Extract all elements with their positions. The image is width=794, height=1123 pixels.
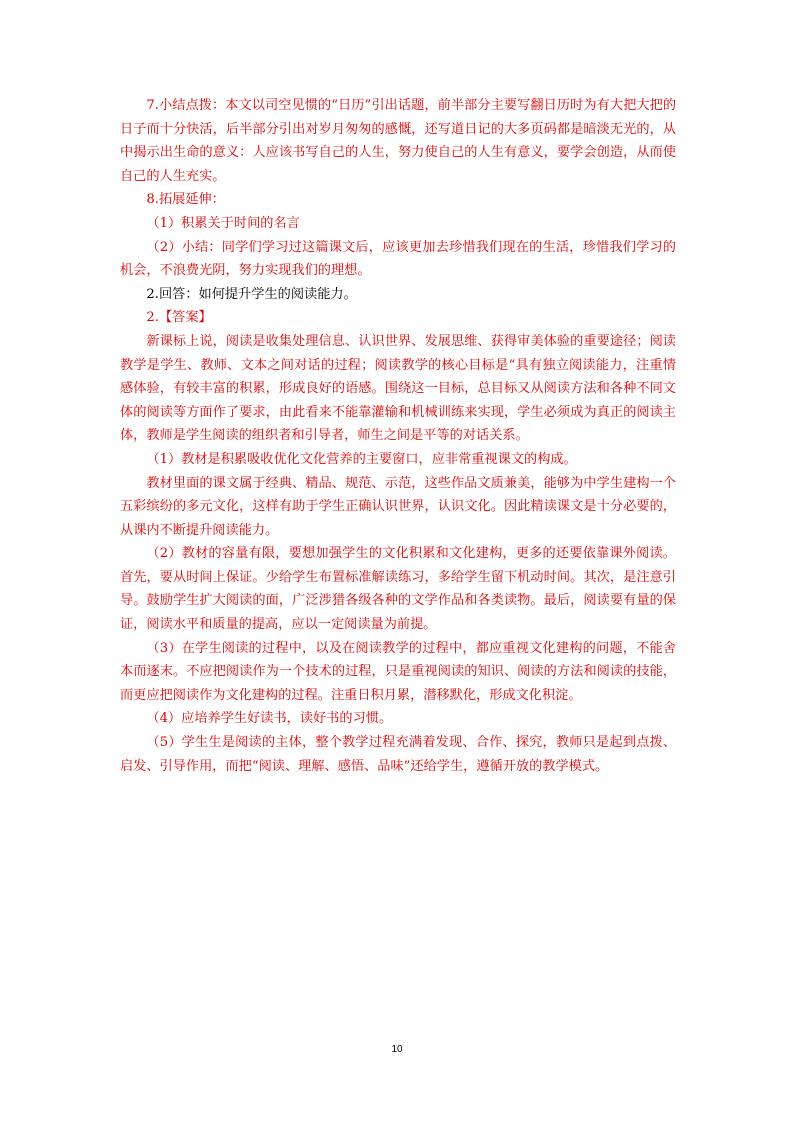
- question-2: 2.回答：如何提升学生的阅读能力。: [146, 286, 357, 302]
- extension-item-2: （2）小结：同学们学习过这篇课文后，应该更加去珍惜我们现在的生活，珍惜我们学习的机会，不浪费光阴，努力实现我们的理想。: [120, 239, 676, 279]
- extension-heading: 8.拓展延伸：: [146, 192, 225, 208]
- summary-paragraph: 7.小结点拨：本文以司空见惯的“日历”引出话题，前半部分主要写翻日历时为有大把大把的日子而十分快活，后半部分引出对岁月匆匆的感慨，还写道日记的大多页码都是暗淡无光的，从中揭示出生命的意义：人应该书写自己的人生，努力使自己的人生有意义，要学会创造，从而使自己的人生充实。: [120, 98, 676, 184]
- page-content: [120, 94, 676, 778]
- page-number: 10: [391, 1044, 403, 1055]
- answer-heading: 2.【答案】: [146, 310, 212, 326]
- answer-point-1: （1）教材是积累吸收优化文化营养的主要窗口，应非常重视课文的构成。: [146, 451, 577, 467]
- extension-item-1: （1）积累关于时间的名言: [146, 215, 300, 231]
- answer-point-3: （3）在学生阅读的过程中，以及在阅读教学的过程中，都应重视文化建构的问题，不能舍本而逐末。不应把阅读作为一个技术的过程，只是重视阅读的知识、阅读的方法和阅读的技能，而更应把阅读作为文化建构的过程。注重日积月累，潜移默化，形成文化积淀。: [120, 640, 676, 703]
- answer-point-2: （2）教材的容量有限，要想加强学生的文化积累和文化建构，更多的还要依靠课外阅读。首先，要从时间上保证。少给学生布置标准解读练习，多给学生留下机动时间。其次，是注意引导。鼓励学生扩大阅读的面，广泛涉猎各级各种的文学作品和各类读物。最后，阅读要有量的保证，阅读水平和质量的提高，应以一定阅读量为前提。: [120, 546, 676, 633]
- answer-point-1-detail: 教材里面的课文属于经典、精品、规范、示范，这些作品文质兼美，能够为中学生建构一个五彩缤纷的多元文化，这样有助于学生正确认识世界，认识文化。因此精读课文是十分必要的，从课内不断提升阅读能力。: [120, 475, 676, 538]
- answer-point-4: （4）应培养学生好读书，读好书的习惯。: [146, 711, 393, 727]
- answer-intro-paragraph: 新课标上说，阅读是收集处理信息、认识世界、发展思维、获得审美体验的重要途径；阅读教学是学生、教师、文本之间对话的过程；阅读教学的核心目标是“具有独立阅读能力，注重情感体验，有较丰富的积累，形成良好的语感。围绕这一目标，总目标又从阅读方法和各种不同文体的阅读等方面作了要求，由此看来不能靠灌输和机械训练来实现，学生必须成为真正的阅读主体，教师是学生阅读的组织者和引导者，师生之间是平等的对话关系。: [120, 333, 676, 444]
- answer-point-5: （5）学生生是阅读的主体，整个教学过程充满着发现、合作、探究，教师只是起到点拨、启发、引导作用，而把“阅读、理解、感悟、品味”还给学生，遵循开放的教学模式。: [120, 735, 676, 774]
